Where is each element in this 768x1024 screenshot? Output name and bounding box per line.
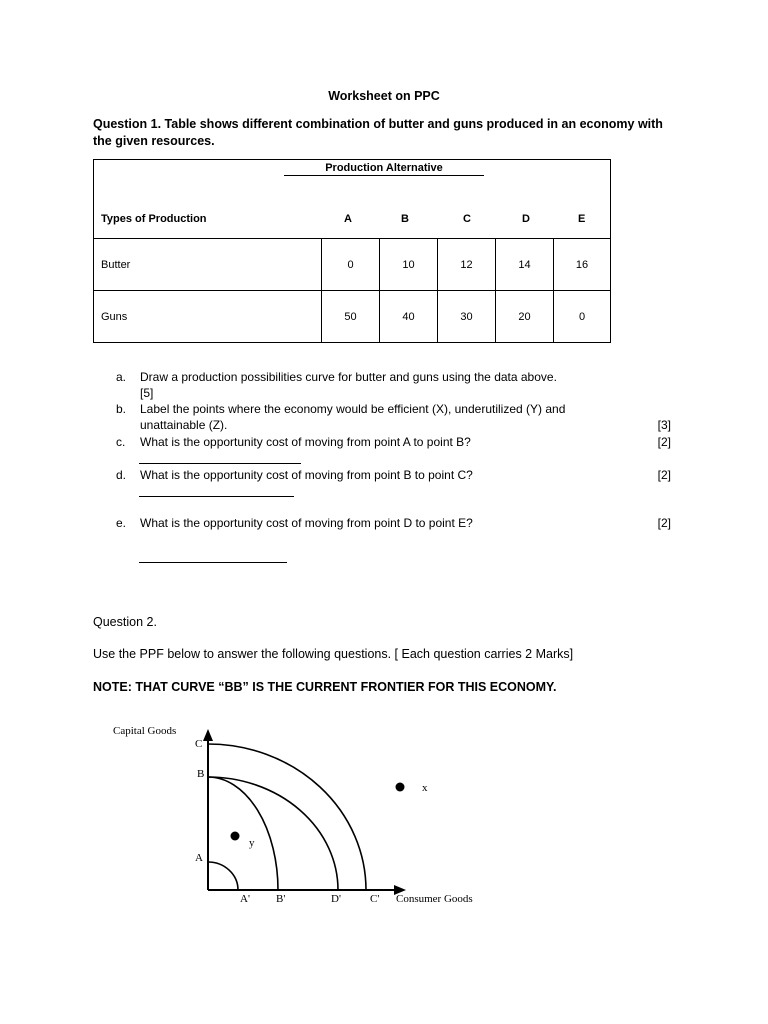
y-axis-label: Capital Goods — [113, 725, 177, 737]
table-cell: 14 — [496, 239, 554, 291]
item-c-marks: [2] — [657, 435, 671, 449]
row-label-guns: Guns — [94, 291, 322, 343]
label-a: A — [195, 852, 203, 864]
item-b-letter: b. — [116, 402, 127, 416]
label-a-prime: A' — [240, 893, 250, 905]
column-header-b: B — [401, 213, 409, 225]
item-d-letter: d. — [116, 468, 127, 482]
column-header-c: C — [463, 213, 471, 225]
table-row-butter — [94, 239, 611, 291]
label-b: B — [197, 768, 205, 780]
item-a-letter: a. — [116, 370, 127, 384]
label-point-y: y — [249, 837, 255, 849]
curve-aa — [208, 862, 238, 890]
item-d-marks: [2] — [657, 468, 671, 482]
item-d-text: What is the opportunity cost of moving from point B to point C? — [140, 468, 473, 482]
table-cell: 12 — [438, 239, 496, 291]
table-cell: 10 — [380, 239, 438, 291]
item-b-text-line2: unattainable (Z). — [140, 418, 228, 432]
question-2-instruction: Use the PPF below to answer the following questions. [ Each question carries 2 Marks] — [93, 647, 574, 661]
table-header-cell — [94, 160, 611, 239]
production-table — [93, 159, 611, 343]
curve-bb — [208, 777, 338, 890]
label-point-x: x — [422, 782, 428, 794]
answer-line-e[interactable] — [139, 562, 287, 563]
item-b-text: Label the points where the economy would be efficient (X), underutilized (Y) and — [140, 402, 566, 416]
item-c-text: What is the opportunity cost of moving from point A to point B? — [140, 435, 471, 449]
question-2-note: NOTE: THAT CURVE “BB” IS THE CURRENT FRONTIER FOR THIS ECONOMY. — [93, 680, 557, 694]
x-axis-label: Consumer Goods — [396, 893, 473, 905]
item-c-letter: c. — [116, 435, 126, 449]
question-2-heading: Question 2. — [93, 615, 157, 629]
label-b-prime: B' — [276, 893, 286, 905]
question-1-text: Question 1. Table shows different combination of butter and guns produced in an economy with the given resources. — [93, 117, 663, 148]
worksheet-title: Worksheet on PPC — [328, 89, 440, 103]
production-alternative-caption: Production Alternative — [284, 162, 484, 176]
curve-bb-inner — [208, 777, 278, 890]
column-header-e: E — [578, 213, 586, 225]
item-e-letter: e. — [116, 516, 127, 530]
table-cell: 0 — [322, 239, 380, 291]
item-e-text: What is the opportunity cost of moving from point D to point E? — [140, 516, 473, 530]
point-y — [231, 832, 240, 841]
label-d-prime: D' — [331, 893, 341, 905]
table-cell: 40 — [380, 291, 438, 343]
table-cell: 30 — [438, 291, 496, 343]
curve-cc — [208, 744, 366, 890]
column-header-a: A — [344, 213, 352, 225]
item-a-marks: [5] — [140, 386, 154, 400]
table-cell: 20 — [496, 291, 554, 343]
table-cell: 16 — [554, 239, 611, 291]
answer-line-c[interactable] — [139, 463, 301, 464]
y-axis-arrow-icon — [203, 729, 213, 741]
item-e-marks: [2] — [657, 516, 671, 530]
row-label-butter: Butter — [94, 239, 322, 291]
answer-line-d[interactable] — [139, 496, 294, 497]
table-cell: 50 — [322, 291, 380, 343]
label-c-prime: C' — [370, 893, 380, 905]
table-row-guns — [94, 291, 611, 343]
label-c: C — [195, 738, 203, 750]
ppf-graph — [100, 715, 500, 910]
table-cell: 0 — [554, 291, 611, 343]
item-a-text: Draw a production possibilities curve for butter and guns using the data above. — [140, 370, 557, 384]
point-x — [396, 783, 405, 792]
column-header-d: D — [522, 213, 530, 225]
item-b-marks: [3] — [657, 418, 671, 432]
types-of-production-header: Types of Production — [101, 213, 207, 225]
